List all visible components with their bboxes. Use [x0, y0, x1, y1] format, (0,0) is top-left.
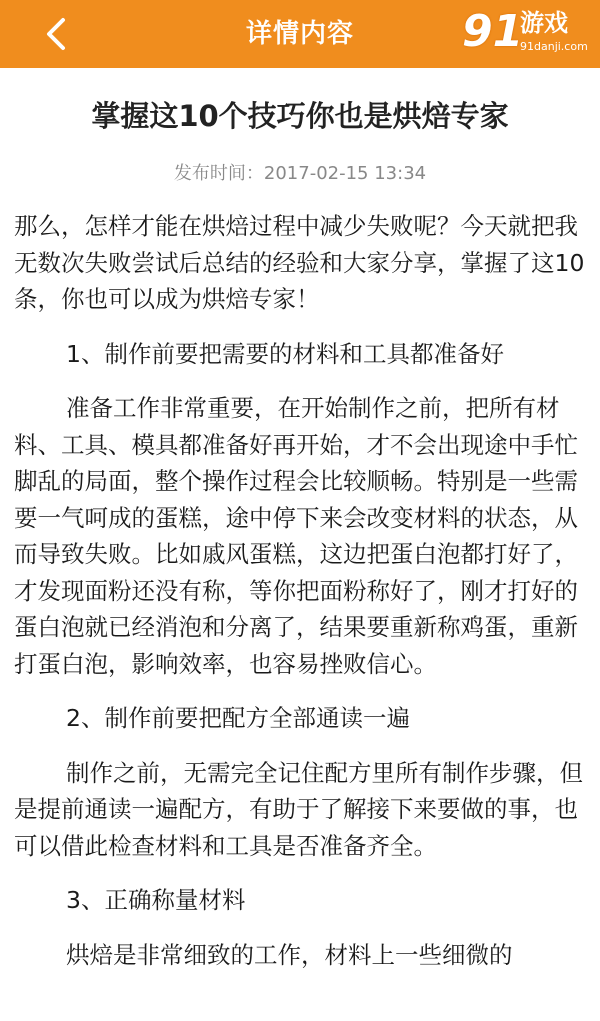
publish-time: 发布时间：2017-02-15 13:34: [173, 163, 427, 184]
logo-text: 游戏: [520, 9, 568, 37]
logo-number: 91: [462, 6, 524, 57]
section-heading: 1、制作前要把需要的材料和工具都准备好: [66, 339, 504, 368]
intro-paragraph: 那么，怎样才能在烘焙过程中减少失败呢？今天就把我无数次失败尝试后总结的经验和大家分享，掌握了这10条，你也可以成为烘焙专家！: [14, 212, 585, 313]
logo-site: 91danji.com: [520, 40, 588, 53]
section-heading: 3、正确称量材料: [66, 886, 246, 914]
section-paragraph: 烘焙是非常细致的工作，材料上一些细微的: [66, 940, 513, 969]
section-paragraph: 准备工作非常重要，在开始制作之前，把所有材料、工具、模具都准备好再开始，才不会出现途中手忙脚乱的局面，整个操作过程会比较顺畅。特别是一些需要一气呵成的蛋糕，途中停下来会改变材料的状态，从而导致失败。比如戚风蛋糕，这边把蛋白泡都打好了，才发现面粉还没有称，等你把面粉称好了，刚才打好的蛋白泡就已经消泡和分离了，结果要重新称鸡蛋，重新打蛋白泡，影响效率，也容易挫败信心。: [14, 394, 578, 678]
top-bar: [0, 0, 600, 68]
article-body: [14, 208, 588, 991]
section-paragraph: 制作之前，无需完全记住配方里所有制作步骤，但是提前通读一遍配方，有助于了解接下来要做的事，也可以借此检查材料和工具是否准备齐全。: [14, 758, 583, 860]
article-title: 掌握这10个技巧你也是烘焙专家: [91, 99, 509, 133]
section-heading: 2、制作前要把配方全部通读一遍: [66, 704, 410, 732]
site-logo: [462, 4, 592, 64]
page-title: 详情内容: [245, 19, 354, 49]
